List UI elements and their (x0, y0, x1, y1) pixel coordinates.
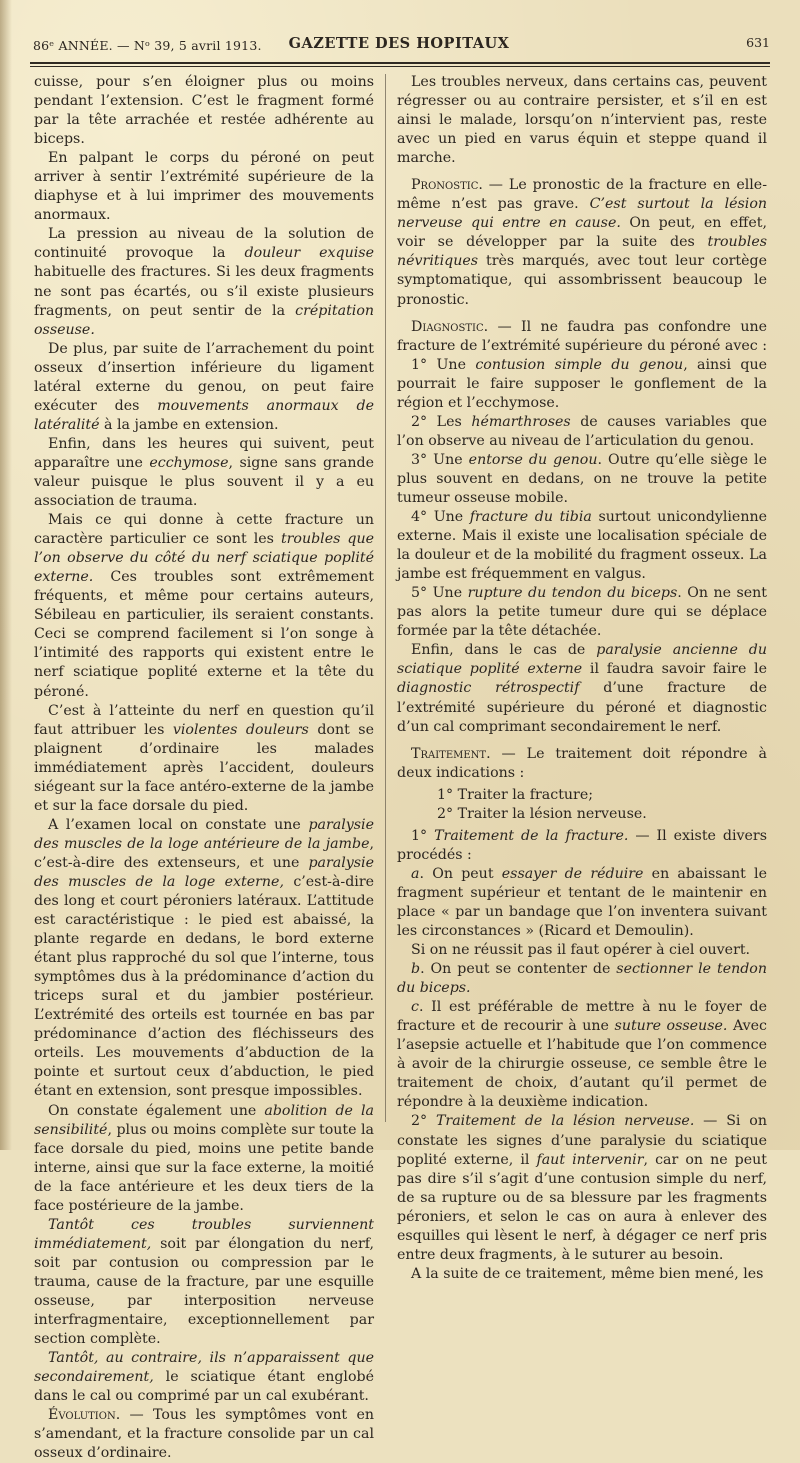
paragraph: 1° Traitement de la fracture. — Il existe divers procédés : (397, 827, 767, 863)
paragraph: 1° Une contusion simple du genou, ainsi que pourrait le faire supposer le gonflement de la région et l’ecchymose. (397, 356, 767, 411)
paragraph: Si on ne réussit pas il faut opérer à ciel ouvert. (411, 942, 751, 959)
journal-title: GAZETTE DES HOPITAUX (288, 35, 510, 52)
section-diagnostic: Diagnostic. — Il ne faudra pas confondre une fracture de l’extrémité supérieure du péroné avec : (397, 318, 767, 354)
issue-info: 86ᵉ ANNÉE. — Nᵒ 39, 5 avril 1913. (33, 38, 262, 53)
paragraph: c. Il est préférable de mettre à nu le foyer de fracture et de recourir à une suture osseuse. Avec l’asepsie actuelle et l’habitude que l’on commence à avoir de la chirurgie osseuse, ce semble être le traitement de choix, d’autant qu’il permet de répondre à la deuxième indication. (397, 999, 767, 1111)
page-binding-edge (0, 0, 12, 1150)
paragraph: Les troubles nerveux, dans certains cas, peuvent régresser ou au contraire persister, et s’il en est ainsi le malade, lorsqu’on n’intervient pas, reste avec un pied en varus équin et steppe quand il marche. (397, 74, 767, 167)
paragraph: A la suite de ce traitement, même bien mené, les (411, 1265, 764, 1282)
paragraph: On constate également une abolition de la sensibilité, plus ou moins complète sur toute la face dorsale du pied, moins une petite bande interne, ainsi que sur la face externe, la moitié de la face antérieure et les deux tiers de la face postérieure de la jambe. (34, 1102, 375, 1214)
page-header (28, 32, 770, 58)
section-evolution: Évolution. — Tous les symptômes vont en s’amendant, et la fracture consolide par un cal osseux d’ordinaire. (34, 1407, 374, 1462)
section-traitement: Traitement. — Le traitement doit répondre à deux indications : (397, 745, 767, 781)
paragraph: Tantôt ces troubles surviennent immédiatement, soit par élongation du nerf, soit par contusion ou compression par le trauma, cause de la fracture, par une esquille osseuse, par interposition nerveuse interfragmentaire, exceptionnellement par section complète. (34, 1216, 374, 1348)
page-number: 631 (746, 35, 770, 50)
paragraph: cuisse, pour s’en éloigner plus ou moins pendant l’extension. C’est le fragment formé par la tête arrachée et restée adhérente au biceps. (34, 74, 374, 148)
paragraph: a. On peut essayer de réduire en abaissant le fragment supérieur et tentant de le maintenir en place « par un bandage que l’on inventera suivant les circonstances » (Ricard et Demoulin). (397, 865, 767, 940)
header-rule-thin (30, 66, 770, 67)
column-divider (385, 74, 386, 1122)
paragraph: De plus, par suite de l’arrachement du point osseux d’insertion inférieure du ligament latéral externe du genou, on peut faire exécuter des mouvements anormaux de latéralité à la jambe en extension. (34, 340, 374, 433)
paragraph: Enfin, dans le cas de paralysie ancienne du sciatique poplité externe il faudra savoir faire le diagnostic rétrospectif d’une fracture de l’extrémité supérieure du péroné et diagnostic d’un cal comprimant secondairement le nerf. (397, 642, 767, 735)
paragraph: 5° Une rupture du tendon du biceps. On ne sent pas alors la petite tumeur dure qui se déplace formée par la tête détachée. (397, 585, 767, 640)
paragraph: 4° Une fracture du tibia surtout unicondylienne externe. Mais il existe une localisation spéciale de la douleur et de la mobilité du fragment osseux. La jambe est fréquemment en valgus. (397, 509, 767, 583)
section-pronostic: Pronostic. — Le pronostic de la fracture en elle-même n’est pas grave. C’est surtout la lésion nerveuse qui entre en cause. On peut, en effet, voir se développer par la suite des troubles névritiques très marqués, avec tout leur cortège symptomatique, qui assombrissent beaucoup le pronostic. (397, 177, 768, 308)
right-column (397, 73, 767, 1284)
left-column (34, 73, 374, 1463)
paragraph: Enfin, dans les heures qui suivent, peut apparaître une ecchymose, signe sans grande valeur puisque le plus souvent il y a eu association de trauma. (34, 435, 374, 510)
paragraph: En palpant le corps du péroné on peut arriver à sentir l’extrémité supérieure de la diaphyse et à lui imprimer des mouvements anormaux. (34, 150, 374, 224)
header-rule-thick (30, 62, 770, 64)
paragraph: C’est à l’atteinte du nerf en question qu’il faut attribuer les violentes douleurs dont se plaignent d’ordinaire les malades immédiatement après l’accident, douleurs siégeant sur la face antéro-externe de la jambe et sur la face dorsale du pied. (34, 702, 374, 814)
paragraph: Mais ce qui donne à cette fracture un caractère particulier ce sont les troubles que l’on observe du côté du nerf sciatique poplité externe. Ces troubles sont extrêmement fréquents, et même pour certains auteurs, Sébileau en particulier, ils seraient constants. Ceci se comprend facilement si l’on songe à l’intimité des rapports qui existent entre le nerf sciatique poplité externe et la tête du péroné. (34, 512, 375, 700)
paragraph: 3° Une entorse du genou. Outre qu’elle siège le plus souvent en dedans, on ne trouve la petite tumeur osseuse mobile. (397, 451, 767, 506)
paragraph: b. On peut se contenter de sectionner le tendon du biceps. (397, 961, 767, 997)
paragraph: 2° Les hémarthroses de causes variables que l’on observe au niveau de l’articulation du genou. (397, 413, 767, 449)
list-item: 2° Traiter la lésion nerveuse. (437, 805, 647, 822)
paragraph: 2° Traitement de la lésion nerveuse. — Si on constate les signes d’une paralysie du sciatique poplité externe, il faut intervenir, car on ne peut pas dire s’il s’agit d’une contusion simple du nerf, de sa rupture ou de sa blessure par les fragments péroniers, et selon le cas on aura à enlever des esquilles qui lèsent le nerf, à dégager ce nerf pris entre deux fragments, à le suturer au besoin. (397, 1113, 767, 1263)
paragraph: La pression au niveau de la solution de continuité provoque la douleur exquise habituelle des fractures. Si les deux fragments ne sont pas écartés, ou s’il existe plusieurs fragments, on peut sentir de la crépitation osseuse. (34, 226, 374, 338)
paragraph: Tantôt, au contraire, ils n’apparaissent que secondairement, le sciatique étant englobé dans le cal ou comprimé par un cal exubérant. (34, 1350, 374, 1405)
list-item: 1° Traiter la fracture; (437, 786, 594, 803)
paragraph: A l’examen local on constate une paralysie des muscles de la loge antérieure de la jambe, c’est-à-dire des extenseurs, et une paralysie des muscles de la loge externe, c’est-à-dire des long et court péroniers latéraux. L’attitude est caractéristique : le pied est abaissé, la plante regarde en dedans, le bord externe étant plus rapproché du sol que l’interne, tous symptômes dus à la prédominance d’action du triceps sural et du jambier postérieur. L’extrémité des orteils est tournée en bas par prédominance d’action des fléchisseurs des orteils. Les mouvements d’abduction de la pointe et surtout ceux d’abduction, le pied étant en extension, sont presque impossibles. (34, 816, 374, 1100)
